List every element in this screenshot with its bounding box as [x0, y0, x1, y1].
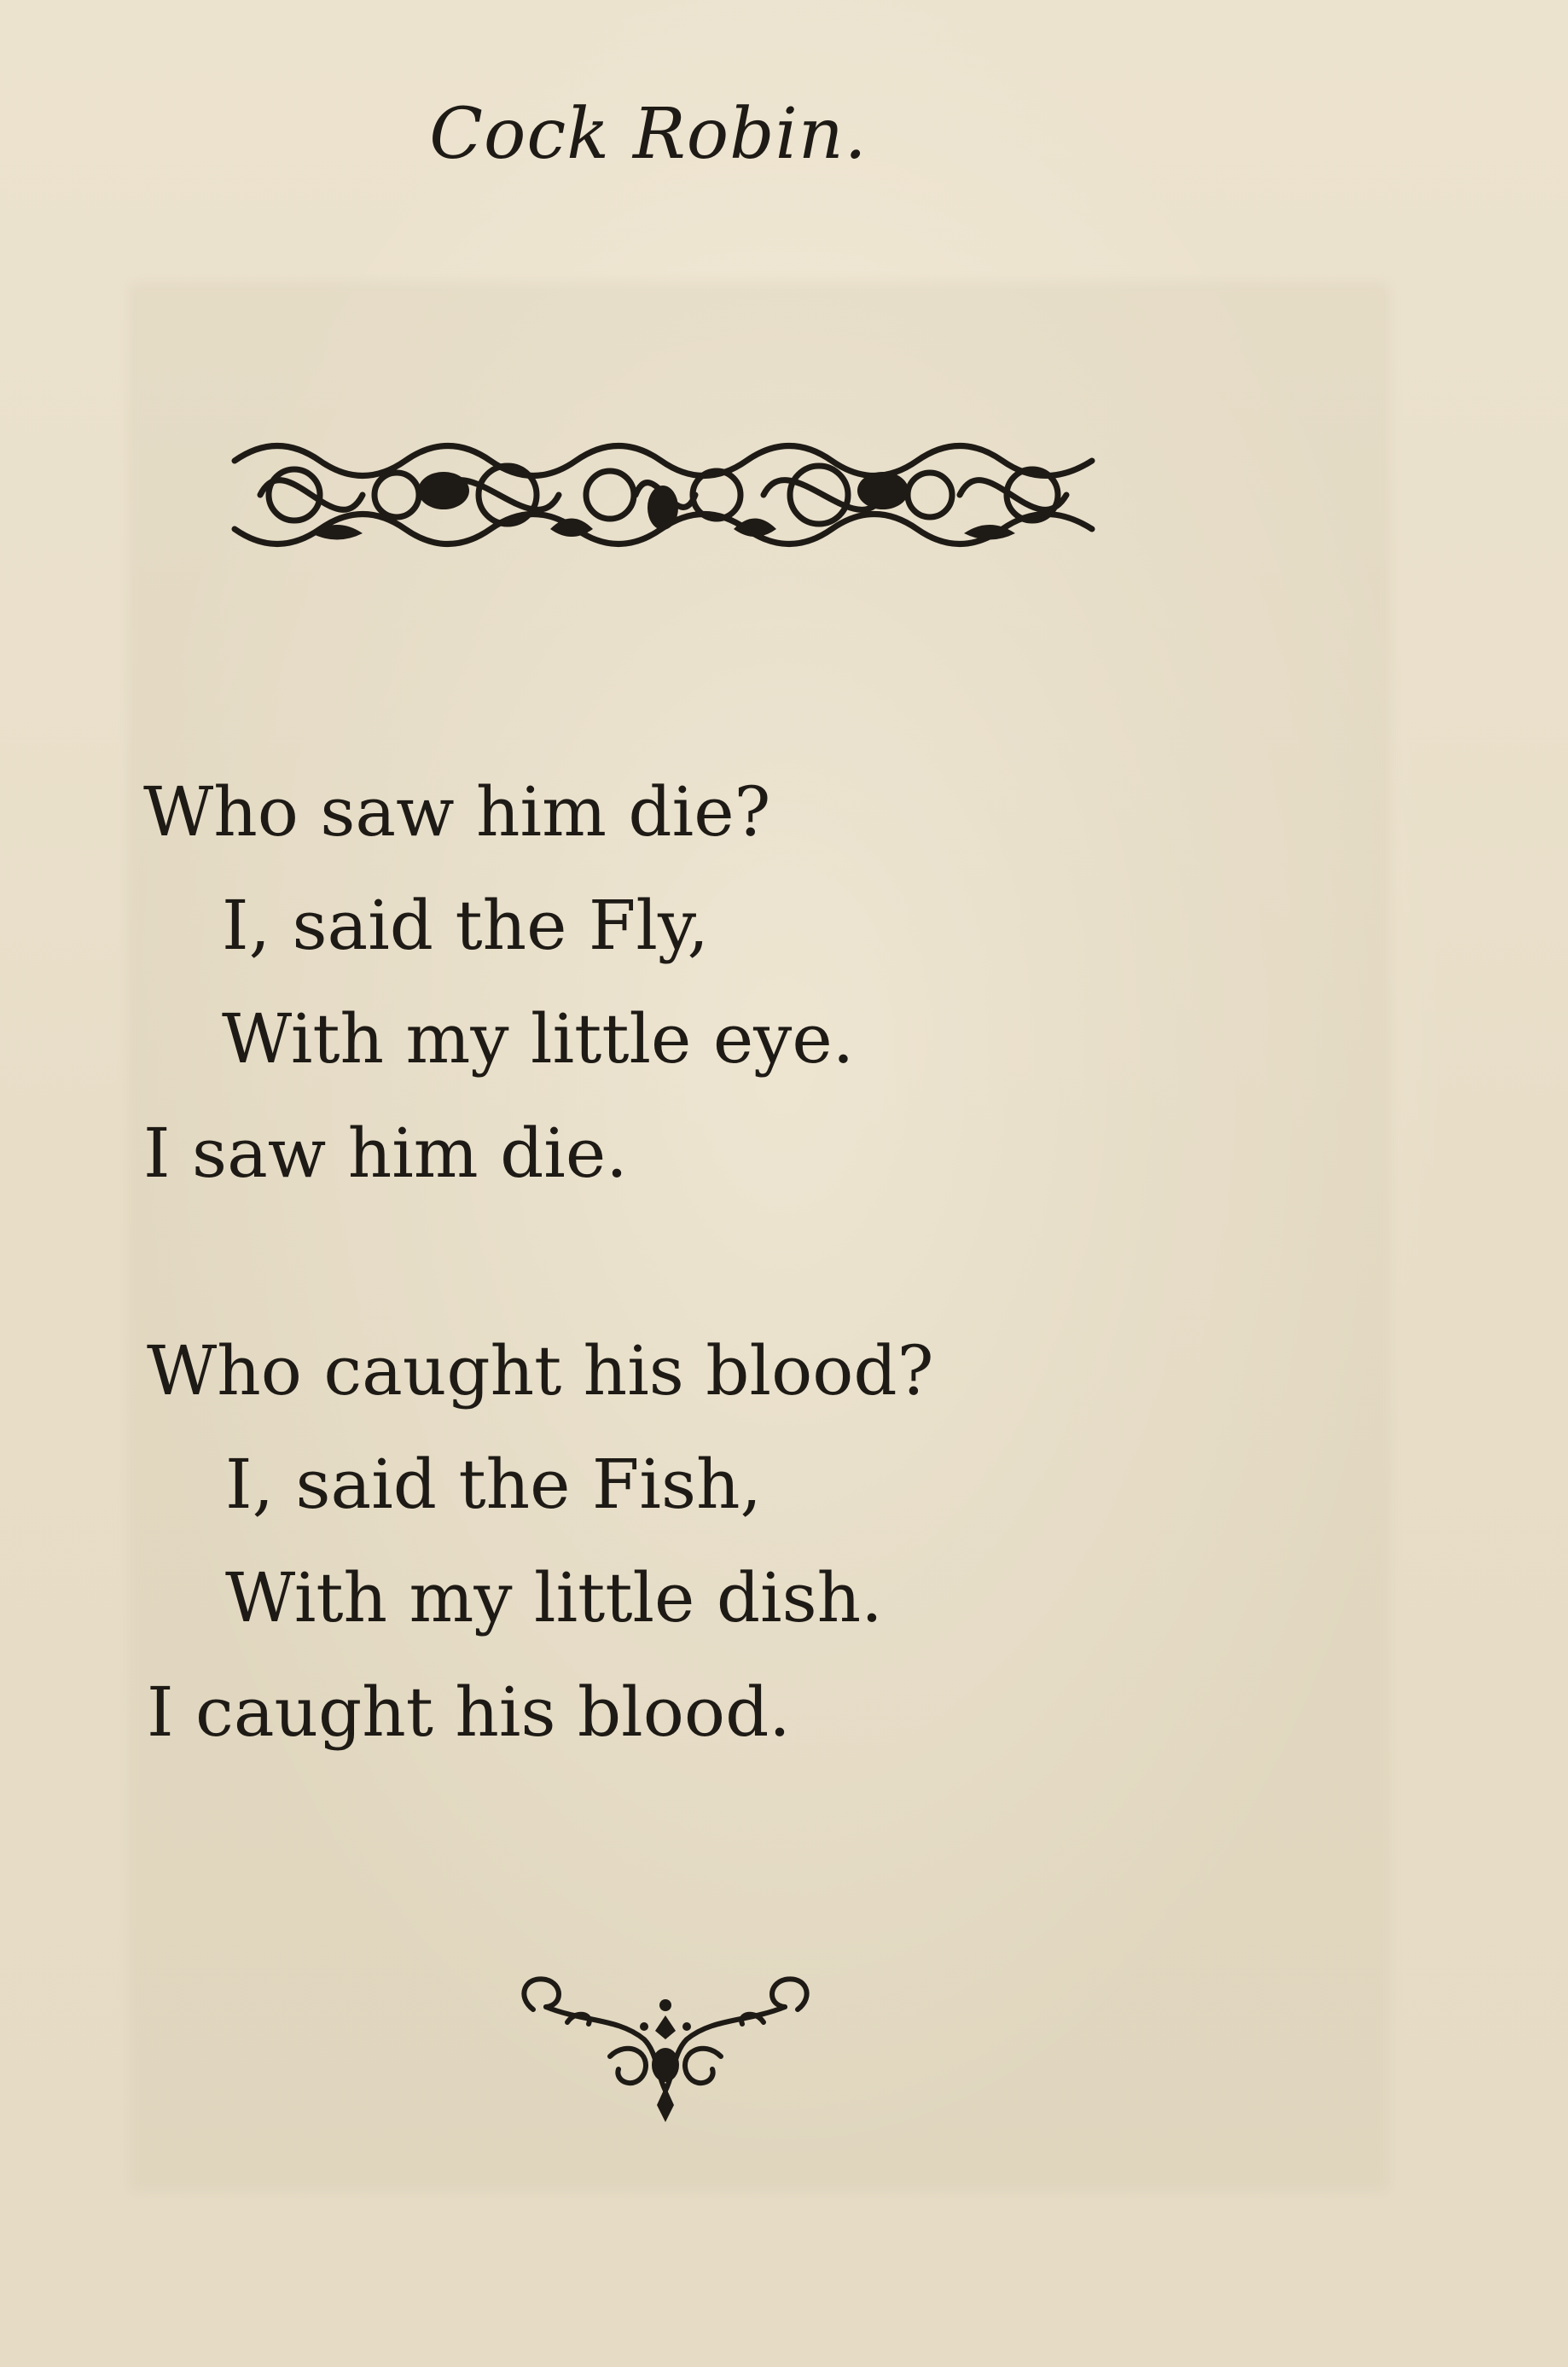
stanza-2-line-1: Who caught his blood? — [147, 1331, 934, 1410]
running-head-title: Cock Robin. — [429, 94, 868, 175]
headpiece-ornament-icon — [226, 427, 1101, 563]
offset-plate-shadow — [128, 282, 1391, 2193]
stanza-1-line-2: I, said the Fly, — [222, 886, 709, 965]
stanza-2-line-4: I caught his blood. — [147, 1672, 791, 1752]
stanza-2-line-3: With my little dish. — [225, 1558, 883, 1637]
stanza-2-line-2: I, said the Fish, — [225, 1445, 762, 1524]
stanza-1-line-1: Who saw him die? — [143, 772, 771, 852]
stanza-1-line-4: I saw him die. — [143, 1114, 628, 1193]
stanza-1-line-3: With my little eye. — [222, 999, 855, 1079]
tailpiece-ornament-icon — [508, 1971, 823, 2129]
